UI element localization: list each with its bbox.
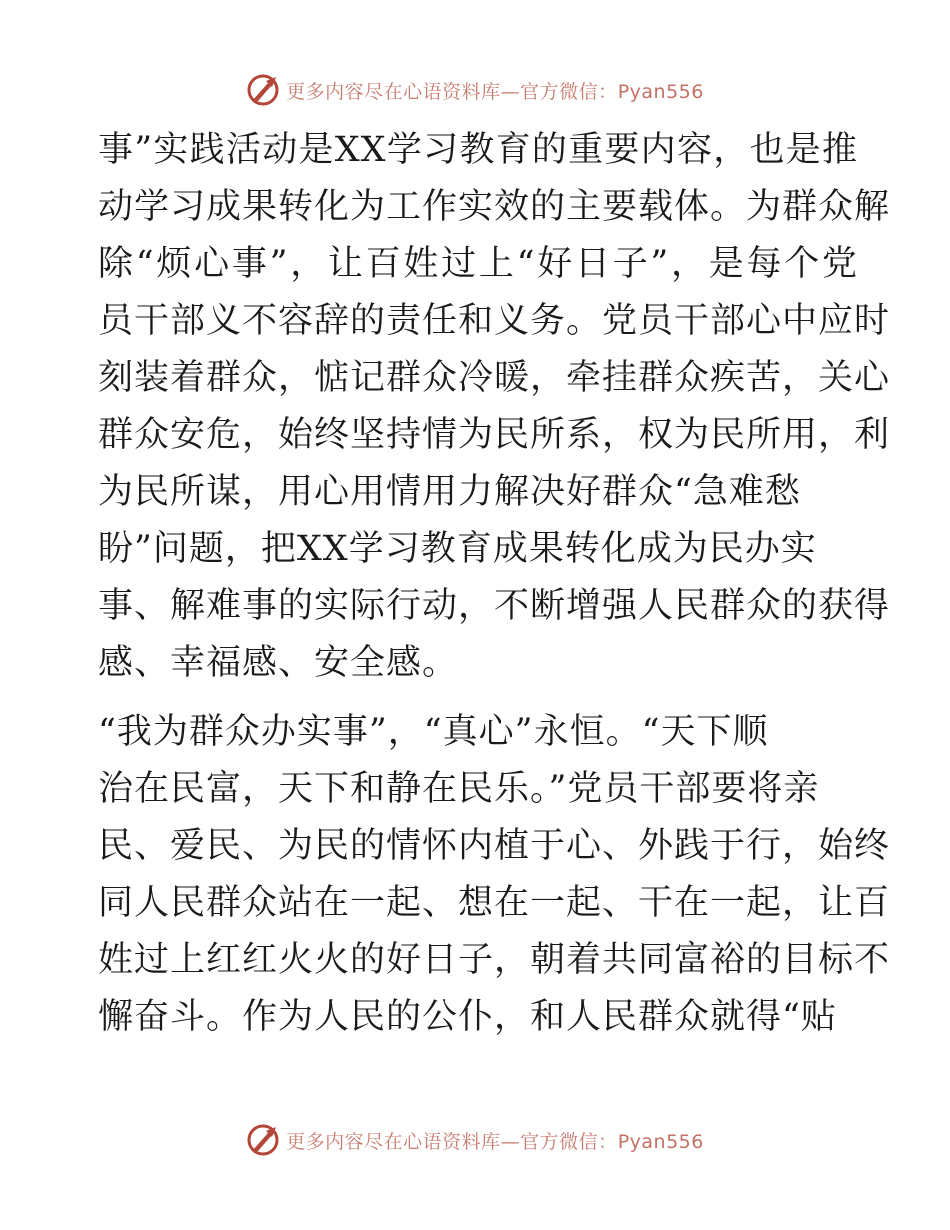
paragraph-1	[98, 122, 891, 692]
text-line: 盼”问题，把XX学习教育成果转化成为民办实	[98, 529, 817, 569]
watermark-separator: —	[500, 80, 521, 103]
watermark-text	[286, 1127, 704, 1154]
text-line: 为民所谋，用心用情用力解决好群众“急难愁	[98, 472, 801, 512]
text-line: 同人民群众站在一起、想在一起、干在一起，让百	[98, 883, 891, 923]
text-line: 刻装着群众，惦记群众冷暖，牵挂群众疾苦，关心	[98, 358, 891, 398]
text-line: 治在民富，天下和静在民乐。”党员干部要将亲	[98, 769, 820, 809]
watermark-wechat-label: 官方微信：	[520, 1130, 618, 1153]
text-line: “我为群众办实事”，“真心”永恒。“天下顺	[98, 712, 769, 752]
quill-logo-icon	[246, 73, 280, 107]
text-line: 事、解难事的实际行动，不断增强人民群众的获得	[98, 586, 891, 626]
text-line: 事”实践活动是XX学习教育的重要内容，也是推	[98, 130, 858, 170]
text-line: 员干部义不容辞的责任和义务。党员干部心中应时	[98, 301, 891, 341]
watermark-wechat-label: 官方微信：	[520, 80, 618, 103]
header-watermark	[0, 72, 950, 108]
watermark-main: 更多内容尽在心语资料库	[286, 80, 501, 103]
text-line: 懈奋斗。作为人民的公仆，和人民群众就得“贴	[98, 997, 837, 1037]
footer-watermark	[0, 1122, 950, 1158]
quill-logo-icon	[246, 1123, 280, 1157]
document-body	[98, 122, 891, 1046]
watermark-separator: —	[500, 1130, 521, 1153]
text-line: 感、幸福感、安全感。	[98, 643, 459, 683]
watermark-id: Pyan556	[617, 1130, 704, 1153]
watermark-main: 更多内容尽在心语资料库	[286, 1130, 501, 1153]
text-line: 群众安危，始终坚持情为民所系，权为民所用，利	[98, 415, 891, 455]
watermark-text	[286, 77, 704, 104]
text-line: 民、爱民、为民的情怀内植于心、外践于行，始终	[98, 826, 891, 866]
text-line: 动学习成果转化为工作实效的主要载体。为群众解	[98, 187, 891, 227]
watermark-id: Pyan556	[617, 80, 704, 103]
text-line: 除“烦心事”，让百姓过上“好日子”，是每个党	[98, 244, 858, 284]
text-line: 姓过上红红火火的好日子，朝着共同富裕的目标不	[98, 940, 891, 980]
paragraph-2	[98, 704, 891, 1046]
